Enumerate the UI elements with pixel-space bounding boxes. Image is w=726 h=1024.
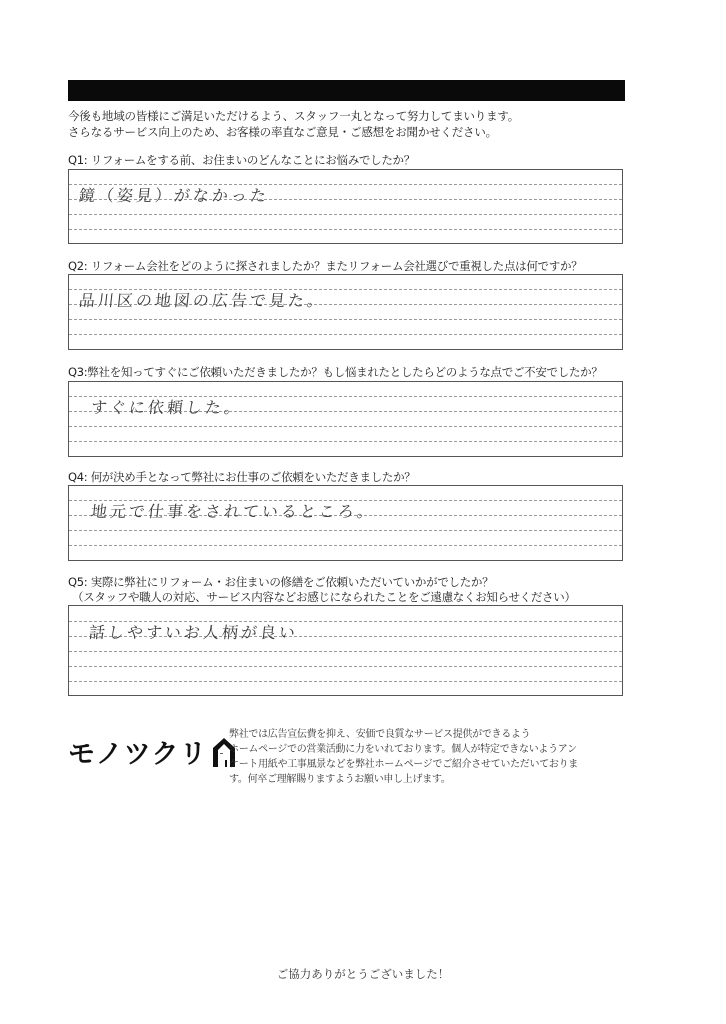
answer-box-2: [68, 274, 623, 350]
ruled-line: [69, 441, 622, 442]
intro-text: [68, 108, 668, 140]
answer-box-4: [68, 485, 623, 561]
disclaimer-line-2: ホームページでの営業活動に力をいれております。個人が特定できないようアン: [229, 744, 577, 755]
question-5-label: [68, 575, 576, 605]
answer-box-3: [68, 381, 623, 457]
ruled-line: [69, 214, 622, 215]
question-4-label: Q4: 何が決め手となって弊社にお仕事のご依頼をいただきましたか？: [68, 470, 416, 484]
answer-4-handwriting: 地元で仕事をされているところ。: [89, 502, 377, 521]
ruled-line: [69, 530, 622, 531]
answer-box-1: [68, 169, 623, 244]
answer-3-handwriting: すぐに依頼した。: [89, 398, 244, 417]
disclaimer-line-4: す。何卒ご理解賜りますようお願い申し上げます。: [229, 774, 451, 785]
intro-line-2: さらなるサービス向上のため、お客様の率直なご意見・ご感想をお聞かせください。: [68, 125, 497, 139]
logo-text: モノツクリ: [68, 739, 208, 770]
answer-box-5: [68, 605, 623, 696]
ruled-line: [69, 545, 622, 546]
header-bar: [68, 80, 625, 101]
ruled-line: [69, 319, 622, 320]
answer-2-handwriting: 品川区の地図の広告で見た。: [77, 291, 327, 310]
ruled-line: [69, 666, 622, 667]
answer-1-handwriting: 鏡（姿見）がなかった: [77, 186, 270, 205]
ruled-line: [69, 651, 622, 652]
answer-5-handwriting: 話しやすいお人柄が良い: [87, 623, 299, 642]
intro-line-1: 今後も地域の皆様にご満足いただけるよう、スタッフ一丸となって努力してまいります。: [68, 109, 520, 123]
company-logo: [68, 732, 237, 771]
disclaimer-line-1: 弊社では広告宣伝費を抑え、安価で良質なサービス提供ができるよう: [229, 729, 531, 740]
question-5-sublabel: （スタッフや職人の対応、サービス内容などお感じになられたことをご遠慮なくお知らせください）: [72, 590, 576, 604]
ruled-line: [69, 681, 622, 682]
question-3-label: Q3:弊社を知ってすぐにご依頼いただきましたか？もし悩まれたとしたらどのような点でご不安でしたか？: [68, 365, 603, 379]
ruled-line: [69, 426, 622, 427]
ruled-line: [69, 229, 622, 230]
question-1-label: Q1: リフォームをする前、お住まいのどんなことにお悩みでしたか？: [68, 153, 415, 167]
question-5-main: Q5: 実際に弊社にリフォーム・お住まいの修繕をご依頼いただいていかがでしたか？: [68, 575, 494, 589]
disclaimer-text: [229, 727, 629, 787]
ruled-line: [69, 334, 622, 335]
disclaimer-line-3: ケート用紙や工事風景などを弊社ホームページでご紹介させていただいておりま: [229, 759, 578, 770]
question-2-label: Q2: リフォーム会社をどのように探されましたか？またリフォーム会社選びで重視した点は何ですか？: [68, 259, 583, 273]
thanks-message: ご協力ありがとうございました！: [276, 967, 450, 981]
